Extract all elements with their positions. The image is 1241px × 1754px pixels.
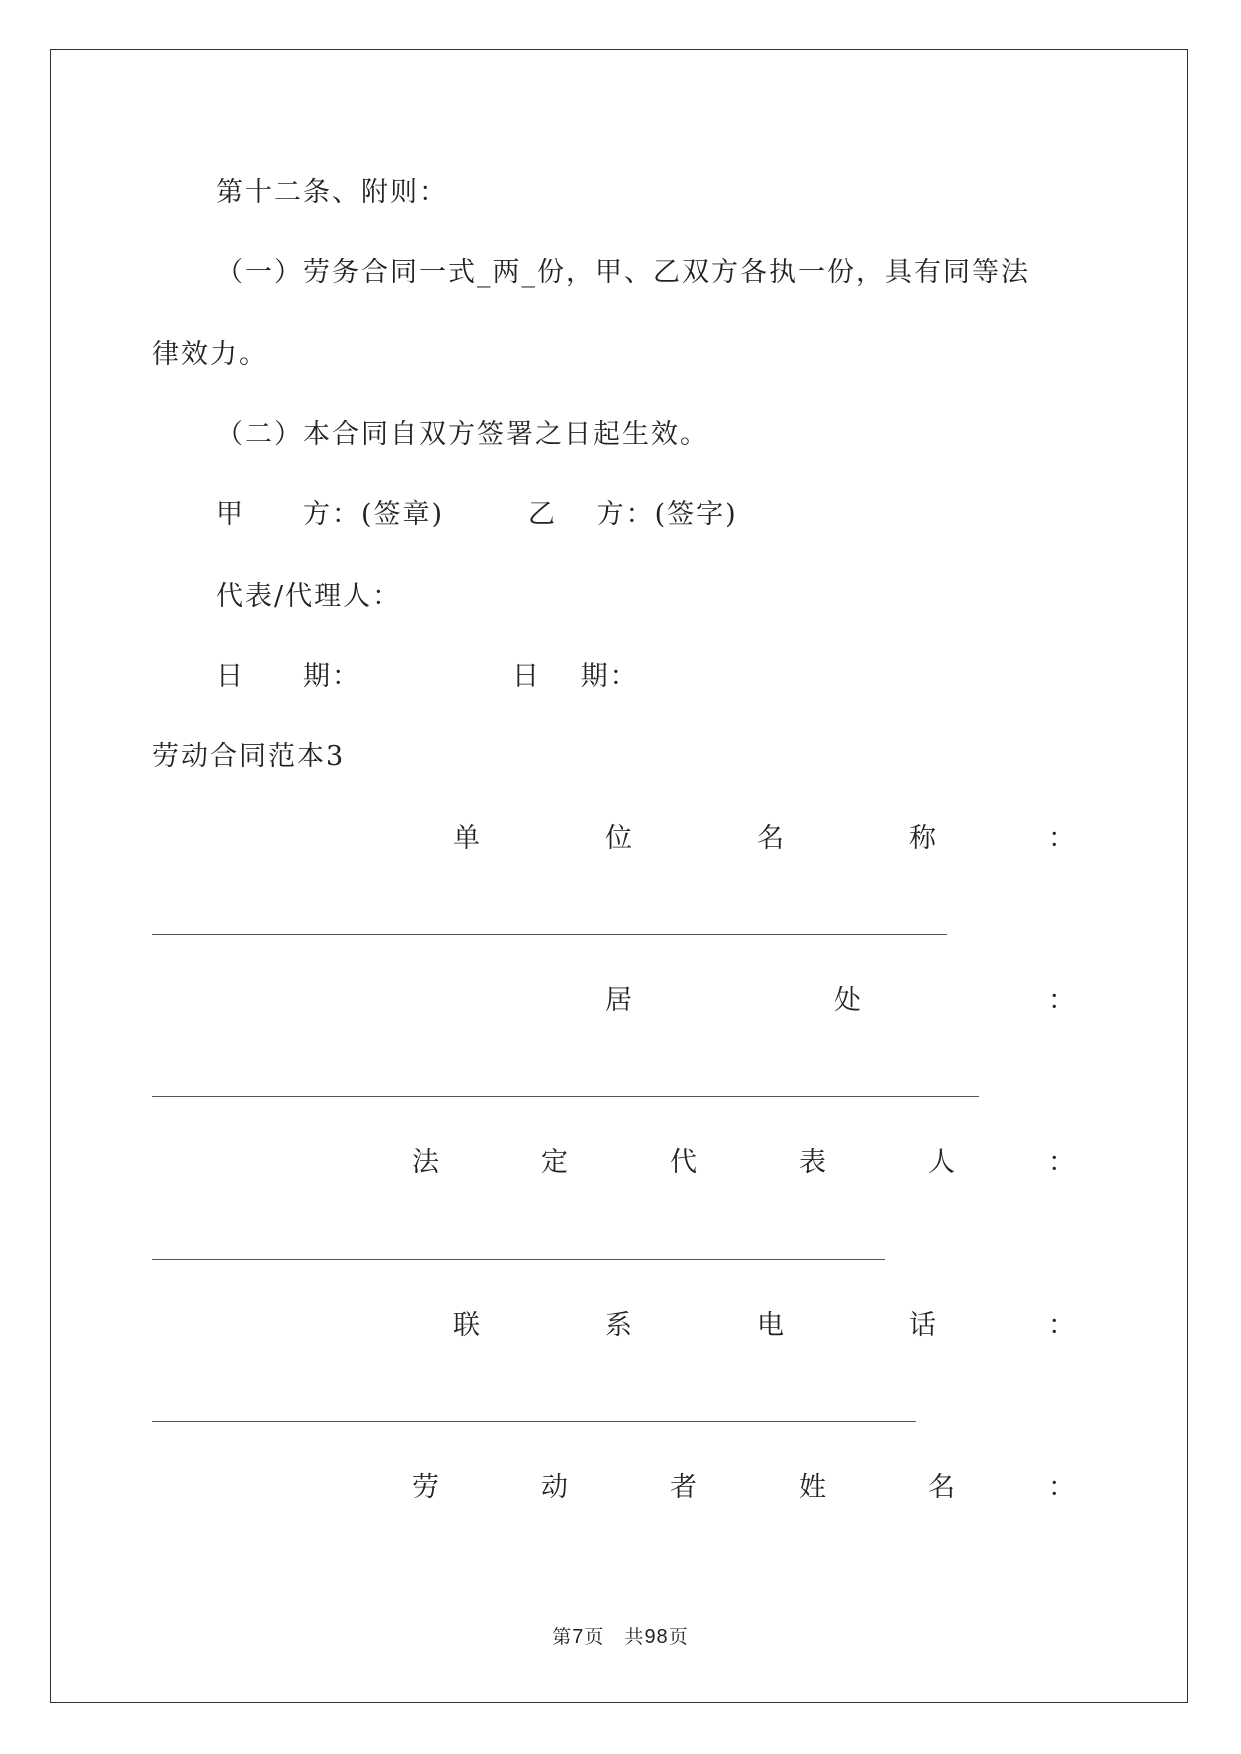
footer-total-pages: 98: [644, 1626, 669, 1648]
article-heading: 第十二条、附则：: [216, 177, 448, 208]
field-colon: ：: [1048, 823, 1075, 854]
page-border: [50, 49, 1188, 1703]
field-phone-char: 电: [757, 1310, 784, 1341]
footer-page-number: 7: [572, 1626, 585, 1648]
field-unit-name-char: 单: [453, 823, 480, 854]
field-worker-name-char: 姓: [799, 1472, 826, 1503]
field-legal-rep-char: 人: [928, 1147, 955, 1178]
field-residence-char: 处: [834, 985, 861, 1016]
section-title: 劳动合同范本3: [152, 741, 346, 772]
fill-in-line: [152, 934, 947, 935]
fill-in-line: [152, 1096, 979, 1097]
clause-1-line-1: （一）劳务合同一式_两_份，甲、乙双方各执一份，具有同等法: [216, 257, 1030, 288]
field-legal-rep-char: 定: [541, 1147, 568, 1178]
field-unit-name-char: 名: [757, 823, 784, 854]
field-legal-rep-char: 表: [799, 1147, 826, 1178]
field-worker-name-char: 者: [670, 1472, 697, 1503]
field-legal-rep-char: 代: [670, 1147, 697, 1178]
field-colon: ：: [1048, 985, 1075, 1016]
field-residence-char: 居: [605, 985, 632, 1016]
fill-in-line: [152, 1259, 885, 1260]
field-worker-name-char: 劳: [412, 1472, 439, 1503]
fill-in-line: [152, 1421, 916, 1422]
field-unit-name-char: 位: [605, 823, 632, 854]
field-worker-name-char: 名: [928, 1472, 955, 1503]
page-footer: [0, 1625, 1241, 1649]
field-worker-name-char: 动: [541, 1472, 568, 1503]
clause-2: （二）本合同自双方签署之日起生效。: [216, 419, 709, 450]
field-colon: ：: [1048, 1310, 1075, 1341]
footer-suffix: 页: [668, 1626, 689, 1648]
footer-prefix: 第: [552, 1626, 573, 1648]
representative-label: 代表/代理人：: [216, 581, 402, 612]
footer-mid: 页 共: [584, 1626, 645, 1648]
party-b-signature: 乙 方：(签字): [528, 499, 738, 530]
field-legal-rep-char: 法: [412, 1147, 439, 1178]
field-unit-name-char: 称: [909, 823, 936, 854]
field-colon: ：: [1048, 1472, 1075, 1503]
party-a-signature: 甲 方：(签章): [216, 499, 445, 530]
field-phone-char: 话: [909, 1310, 936, 1341]
clause-1-line-2: 律效力。: [152, 339, 268, 370]
date-b-label: 日 期：: [512, 661, 639, 692]
field-phone-char: 系: [605, 1310, 632, 1341]
field-phone-char: 联: [453, 1310, 480, 1341]
date-a-label: 日 期：: [216, 661, 361, 692]
field-colon: ：: [1048, 1147, 1075, 1178]
